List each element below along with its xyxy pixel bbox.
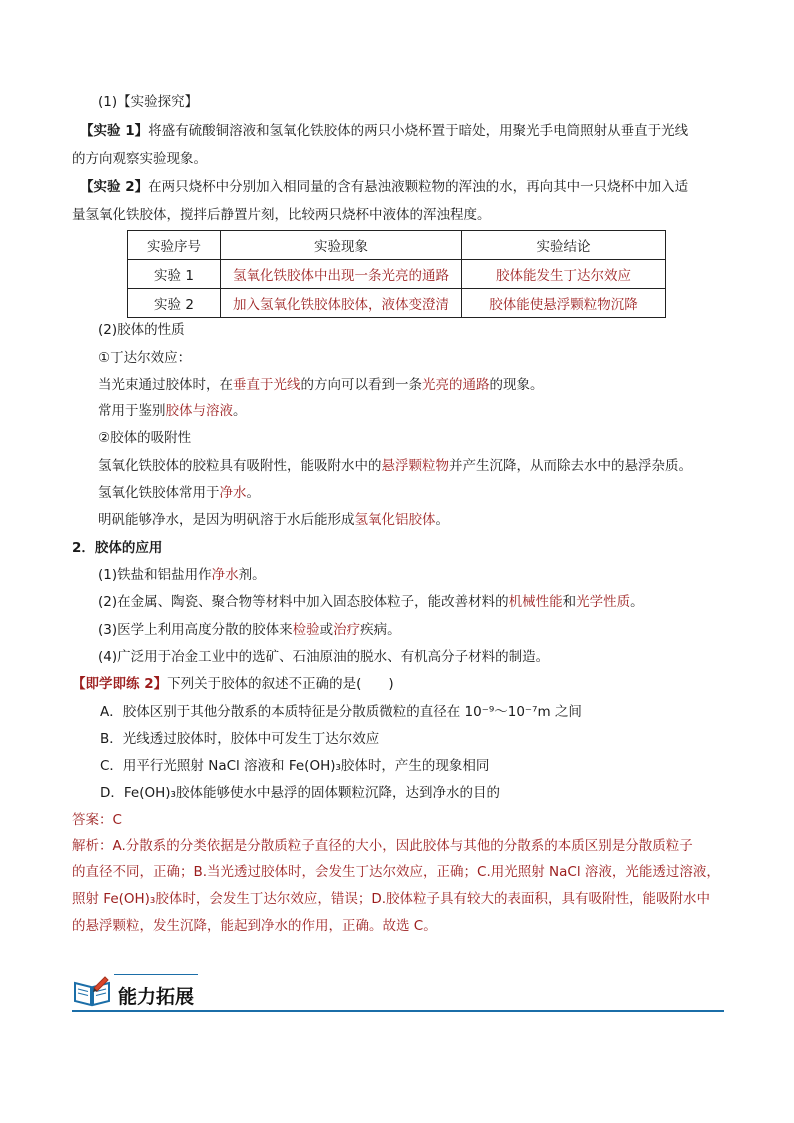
- analysis-line-3: 照射 Fe(OH)₃胶体时，会发生丁达尔效应，错误；D.胶体粒子具有较大的表面积，具有吸附性，能吸附水中: [72, 891, 711, 907]
- experiment-1-line-2: 的方向观察实验现象。: [72, 151, 207, 167]
- option-d: D．Fe(OH)₃胶体能够使水中悬浮的固体颗粒沉降，达到净水的目的: [100, 785, 500, 801]
- practice-label: 【即学即练 2】: [72, 676, 168, 692]
- option-a: A．胶体区别于其他分散系的本质特征是分散质微粒的直径在 10⁻⁹～10⁻⁷m 之间: [100, 704, 582, 720]
- answer: 答案：C: [72, 812, 122, 828]
- properties-heading: (2)胶体的性质: [98, 322, 185, 338]
- table-header-cell: 实验结论: [462, 231, 666, 260]
- table-row: [128, 260, 666, 289]
- table-cell: 氢氧化铁胶体中出现一条光亮的通路: [221, 260, 462, 289]
- application-4: (4)广泛用于冶金工业中的选矿、石油原油的脱水、有机高分子材料的制造。: [98, 649, 550, 665]
- experiment-1-line-1: 【实验 1】将盛有硫酸铜溶液和氢氧化铁胶体的两只小烧杯置于暗处，用聚光手电筒照射从垂直于光线: [80, 123, 689, 139]
- experiment-1-label: 【实验 1】: [80, 123, 149, 139]
- option-c: C．用平行光照射 NaCl 溶液和 Fe(OH)₃胶体时，产生的现象相同: [100, 758, 490, 774]
- banner-top-rule: [114, 974, 198, 975]
- analysis-line-2: 的直径不同，正确；B.当光透过胶体时，会发生丁达尔效应，正确；C.用光照射 NaCl 溶液，光能透过溶液，: [72, 864, 720, 880]
- experiment-heading: (1)【实验探究】: [98, 94, 199, 110]
- tyndall-line-1: 当光束通过胶体时，在垂直于光线的方向可以看到一条光亮的通路的现象。: [98, 377, 544, 393]
- experiment-2-line-1: 【实验 2】在两只烧杯中分别加入相同量的含有悬浊液颗粒物的浑浊的水，再向其中一只烧杯中加入适: [80, 179, 689, 195]
- table-header-cell: 实验现象: [221, 231, 462, 260]
- adsorption-line-1: 氢氧化铁胶体的胶粒具有吸附性，能吸附水中的悬浮颗粒物并产生沉降，从而除去水中的悬浮杂质。: [98, 458, 692, 474]
- adsorption-line-3: 明矾能够净水，是因为明矾溶于水后能形成氢氧化铝胶体。: [98, 512, 449, 528]
- experiment-2-label: 【实验 2】: [80, 179, 149, 195]
- tyndall-line-2: 常用于鉴别胶体与溶液。: [98, 403, 247, 419]
- table-cell: 加入氢氧化铁胶体胶体，液体变澄清: [221, 289, 462, 318]
- table-cell: 胶体能发生丁达尔效应: [462, 260, 666, 289]
- table-cell: 胶体能使悬浮颗粒物沉降: [462, 289, 666, 318]
- section-banner: [72, 968, 724, 1018]
- adsorption-line-2: 氢氧化铁胶体常用于净水。: [98, 485, 260, 501]
- analysis-line-1: 解析：A.分散系的分类依据是分散质粒子直径的大小，因此胶体与其他的分散系的本质区别是分散质粒子: [72, 838, 693, 854]
- book-pen-icon: [72, 974, 112, 1008]
- adsorption-title: ②胶体的吸附性: [98, 430, 192, 446]
- practice-question: 【即学即练 2】下列关于胶体的叙述不正确的是( ): [72, 676, 394, 692]
- table-header-row: [128, 231, 666, 260]
- application-1: (1)铁盐和铝盐用作净水剂。: [98, 567, 266, 583]
- experiment-2-line-2: 量氢氧化铁胶体，搅拌后静置片刻，比较两只烧杯中液体的浑浊程度。: [72, 207, 491, 223]
- banner-bottom-rule: [72, 1010, 724, 1012]
- table-row: [128, 289, 666, 318]
- application-3: (3)医学上利用高度分散的胶体来检验或治疗疾病。: [98, 622, 401, 638]
- applications-heading: 2．胶体的应用: [72, 540, 163, 556]
- option-b: B．光线透过胶体时，胶体中可发生丁达尔效应: [100, 731, 380, 747]
- table-header-cell: 实验序号: [128, 231, 221, 260]
- analysis-line-4: 的悬浮颗粒，发生沉降，能起到净水的作用，正确。故选 C。: [72, 918, 437, 934]
- experiment-table: [127, 230, 666, 318]
- application-2: (2)在金属、陶瓷、聚合物等材料中加入固态胶体粒子，能改善材料的机械性能和光学性质。: [98, 594, 644, 610]
- table-cell: 实验 1: [128, 260, 221, 289]
- tyndall-title: ①丁达尔效应：: [98, 350, 192, 366]
- table-cell: 实验 2: [128, 289, 221, 318]
- section-title: 能力拓展: [118, 986, 195, 1008]
